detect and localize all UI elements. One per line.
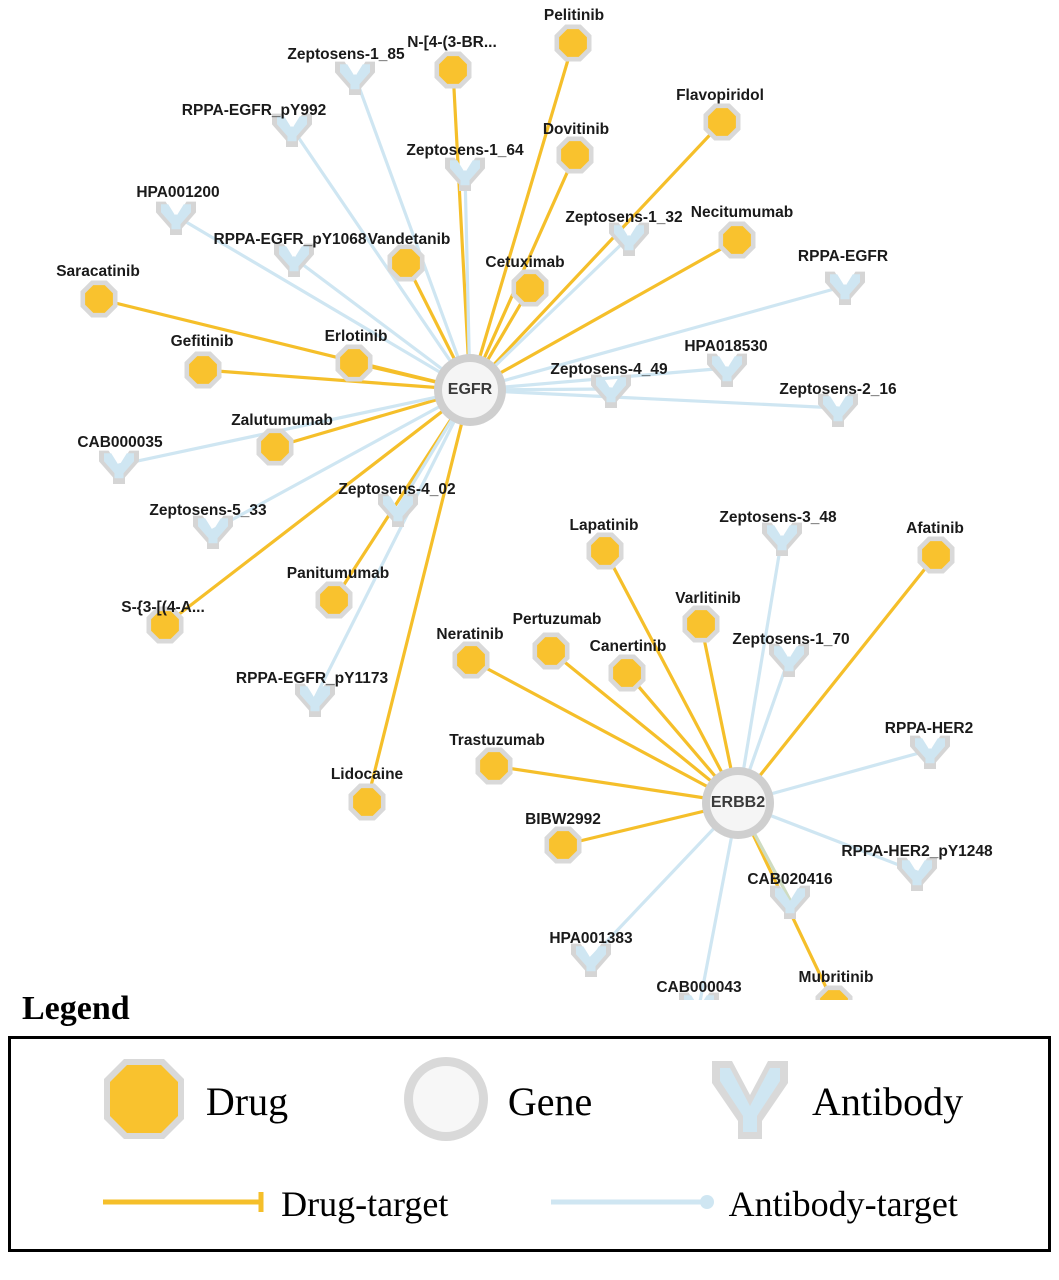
gene-node-0[interactable]: [442, 362, 498, 418]
legend-label-antibody: Antibody: [812, 1079, 964, 1124]
drug-node-4[interactable]: [723, 226, 751, 254]
legend-label-drug: Drug: [205, 1079, 289, 1124]
drug-node-13[interactable]: [320, 586, 348, 614]
antibody-label-2: Zeptosens-1_64: [406, 142, 524, 159]
drug-label-16: Pertuzumab: [512, 611, 602, 628]
gene-label-1: ERBB2: [710, 794, 766, 811]
edge-antibody-target-1: [292, 128, 470, 390]
antibody-label-11: Zeptosens-4_02: [338, 481, 456, 498]
drug-label-21: BIBW2992: [525, 811, 601, 828]
drug-node-9[interactable]: [189, 356, 217, 384]
antibody-label-20: CAB000043: [656, 979, 742, 996]
edge-drug-target-0: [470, 43, 573, 390]
antibody-label-5: RPPA-EGFR_pY1068: [213, 231, 367, 248]
antibody-label-14: Zeptosens-1_70: [732, 631, 850, 648]
drug-node-3[interactable]: [561, 141, 589, 169]
drug-label-14: Varlitinib: [675, 590, 741, 607]
drug-node-17[interactable]: [613, 659, 641, 687]
drug-icon: [96, 1051, 192, 1152]
drug-node-14[interactable]: [687, 610, 715, 638]
legend-item-gene: [398, 1051, 592, 1152]
drug-node-16[interactable]: [537, 637, 565, 665]
drug-node-21[interactable]: [549, 831, 577, 859]
legend-box: [8, 1036, 1051, 1252]
antibody-label-0: Zeptosens-1_85: [287, 46, 405, 63]
edge-antibody-target-13: [738, 537, 782, 803]
drug-label-19: Trastuzumab: [449, 732, 545, 749]
antibody-label-1: RPPA-EGFR_pY992: [181, 102, 327, 119]
drug-label-18: Neratinib: [436, 626, 504, 643]
legend-label-gene: Gene: [507, 1079, 593, 1124]
drug-label-5: Vandetanib: [367, 231, 451, 248]
edge-antibody-target-0: [355, 76, 470, 390]
drug-label-9: Gefitinib: [170, 333, 234, 350]
antibody-label-7: HPA018530: [684, 338, 768, 355]
drug-node-19[interactable]: [480, 752, 508, 780]
gene-icon: [398, 1051, 494, 1152]
drug-node-12[interactable]: [591, 537, 619, 565]
drug-label-11: Afatinib: [906, 520, 964, 537]
drug-label-3: Dovitinib: [542, 121, 610, 138]
drug-label-2: Flavopiridol: [676, 87, 764, 104]
edge-antibody-target-12: [213, 390, 470, 530]
antibody-label-4: Zeptosens-1_32: [565, 209, 683, 226]
drug-node-5[interactable]: [392, 249, 420, 277]
legend-item-drug: [96, 1051, 288, 1152]
legend-item-drug-target: [101, 1183, 448, 1225]
antibody-label-9: Zeptosens-2_16: [779, 381, 897, 398]
antibody-label-17: RPPA-HER2_pY1248: [841, 843, 993, 860]
drug-label-20: Lidocaine: [330, 766, 404, 783]
drug-node-6[interactable]: [516, 274, 544, 302]
drug-node-0[interactable]: [559, 29, 587, 57]
antibody-label-15: RPPA-EGFR_pY1173: [235, 670, 389, 687]
drug-node-10[interactable]: [261, 433, 289, 461]
drug-node-20[interactable]: [353, 788, 381, 816]
edge-antibody-target-9: [470, 390, 838, 408]
drug-label-7: Saracatinib: [56, 263, 140, 280]
drug-label-15: S-{3-[(4-A...: [121, 599, 205, 616]
drug-node-7[interactable]: [85, 285, 113, 313]
legend: [8, 990, 1051, 1252]
antibody-label-13: Zeptosens-3_48: [719, 509, 837, 526]
drug-node-18[interactable]: [457, 646, 485, 674]
drug-node-15[interactable]: [151, 611, 179, 639]
legend-item-antibody-target: [549, 1183, 958, 1225]
gene-node-1[interactable]: [710, 775, 766, 831]
drug-label-10: Zalutumumab: [231, 412, 333, 429]
antibody-label-18: CAB020416: [747, 871, 833, 888]
drug-label-22: Mubritinib: [798, 969, 874, 986]
antibody-label-19: HPA001383: [549, 930, 633, 947]
legend-edge-row: [11, 1164, 1048, 1244]
legend-label-antibody-target: Antibody-target: [728, 1184, 958, 1224]
edge-antibody-target-10: [119, 390, 470, 465]
antibody-label-12: Zeptosens-5_33: [149, 502, 267, 519]
edge-drug-target-20: [367, 390, 470, 802]
legend-item-antibody: [702, 1051, 963, 1152]
drug-target-edge-icon: [101, 1189, 271, 1220]
drug-label-12: Lapatinib: [569, 517, 639, 534]
drug-label-8: Erlotinib: [324, 328, 388, 345]
node-layer: [81, 25, 955, 1001]
drug-label-17: Canertinib: [589, 638, 667, 655]
edge-antibody-target-15: [315, 390, 470, 698]
drug-label-4: Necitumumab: [690, 204, 794, 221]
edge-drug-target-11: [738, 555, 936, 803]
antibody-label-3: HPA001200: [136, 184, 220, 201]
legend-label-drug-target: Drug-target: [281, 1184, 449, 1224]
drug-node-2[interactable]: [708, 108, 736, 136]
legend-title: Legend: [22, 990, 130, 1027]
antibody-target-edge-icon: [549, 1189, 719, 1220]
legend-node-row: [11, 1039, 1048, 1164]
drug-label-6: Cetuximab: [485, 254, 565, 271]
drug-label-0: Pelitinib: [543, 7, 605, 24]
antibody-icon: [702, 1051, 798, 1152]
drug-node-11[interactable]: [922, 541, 950, 569]
edge-drug-target-2: [470, 122, 722, 390]
drug-label-13: Panitumumab: [286, 565, 390, 582]
antibody-label-16: RPPA-HER2: [884, 720, 974, 737]
antibody-label-8: Zeptosens-4_49: [550, 361, 668, 378]
drug-node-8[interactable]: [340, 349, 368, 377]
antibody-label-6: RPPA-EGFR: [797, 248, 889, 265]
gene-label-0: EGFR: [447, 381, 493, 398]
antibody-label-10: CAB000035: [77, 434, 163, 451]
drug-label-1: N-[4-(3-BR...: [407, 34, 497, 51]
edge-drug-target-15: [165, 390, 470, 625]
drug-node-1[interactable]: [439, 56, 467, 84]
